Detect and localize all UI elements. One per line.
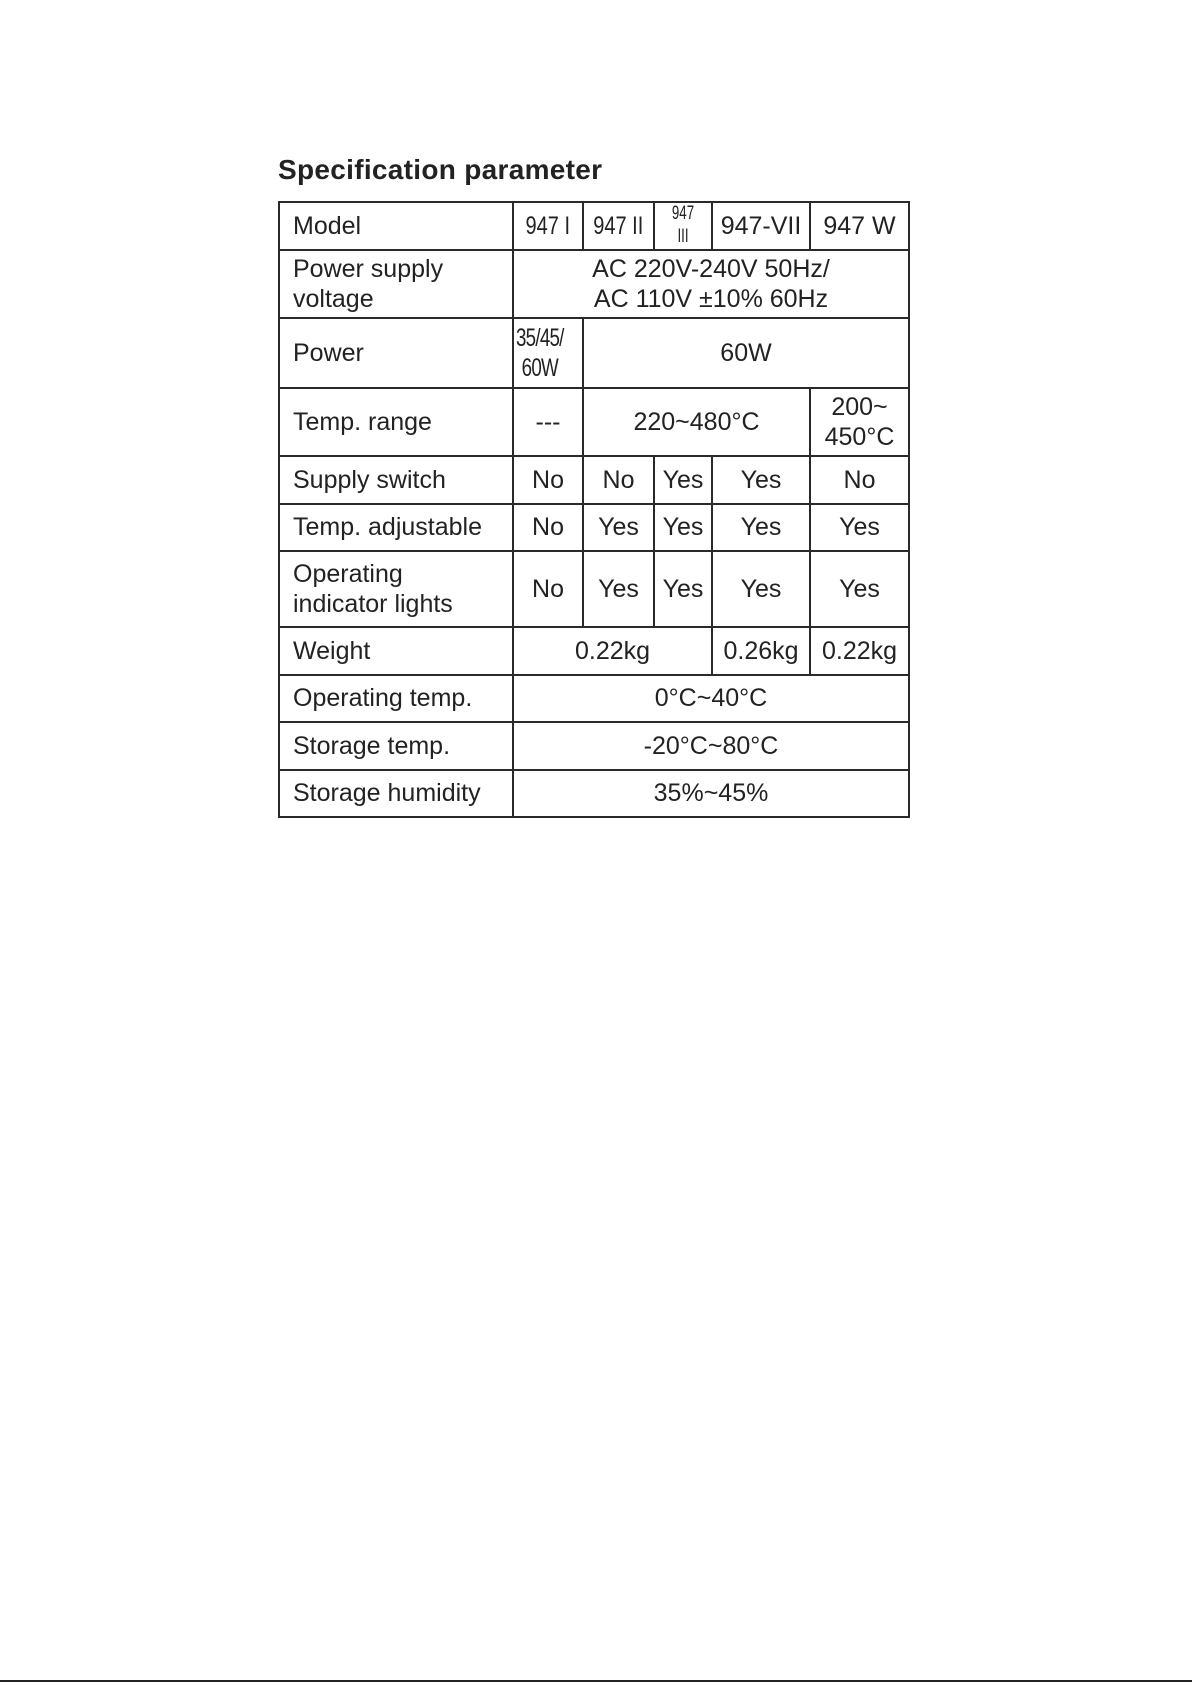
operating-temp-value: 0°C~40°C [513,675,909,722]
supply-switch-947-i: No [513,456,583,504]
table-row-power [279,318,909,388]
row-label-storage-temp: Storage temp. [279,722,513,770]
power-947-i: 35/45/ 60W [513,318,583,388]
temp-adjustable-947-iii: Yes [654,504,712,551]
table-row-model [279,202,909,250]
supply-switch-947-w: No [810,456,909,504]
storage-temp-value: -20°C~80°C [513,722,909,770]
row-label-indicator-lights: Operating indicator lights [279,551,513,627]
power-supply-value: AC 220V-240V 50Hz/ AC 110V ±10% 60Hz [513,250,909,318]
row-label-temp-adjustable: Temp. adjustable [279,504,513,551]
row-label-temp-range: Temp. range [279,388,513,456]
model-947-i: 947 I [513,202,583,250]
row-label-operating-temp: Operating temp. [279,675,513,722]
model-947-ii: 947 II [583,202,654,250]
table-row-temp-range [279,388,909,456]
temp-range-mid: 220~480°C [583,388,810,456]
temp-adjustable-947-vii: Yes [712,504,810,551]
indicator-lights-947-i: No [513,551,583,627]
table-row-temp-adjustable [279,504,909,551]
row-label-power: Power [279,318,513,388]
weight-947-i-to-iii: 0.22kg [513,627,712,675]
temp-adjustable-947-w: Yes [810,504,909,551]
table-row-indicator-lights [279,551,909,627]
supply-switch-947-vii: Yes [712,456,810,504]
indicator-lights-947-iii: Yes [654,551,712,627]
indicator-lights-947-w: Yes [810,551,909,627]
weight-947-vii: 0.26kg [712,627,810,675]
indicator-lights-947-vii: Yes [712,551,810,627]
weight-947-w: 0.22kg [810,627,909,675]
supply-switch-947-iii: Yes [654,456,712,504]
power-others: 60W [583,318,909,388]
table-row-storage-temp [279,722,909,770]
temp-adjustable-947-ii: Yes [583,504,654,551]
table-row-operating-temp [279,675,909,722]
row-label-model: Model [279,202,513,250]
model-947-w: 947 W [810,202,909,250]
page-title: Specification parameter [278,154,603,185]
supply-switch-947-ii: No [583,456,654,504]
table-row-storage-humidity [279,770,909,817]
storage-humidity-value: 35%~45% [513,770,909,817]
table-row-power-supply [279,250,909,318]
page-bottom-rule [0,1680,1192,1682]
row-label-storage-humidity: Storage humidity [279,770,513,817]
table-row-supply-switch [279,456,909,504]
temp-range-947-w: 200~ 450°C [810,388,909,456]
indicator-lights-947-ii: Yes [583,551,654,627]
model-947-vii: 947-VII [712,202,810,250]
temp-range-947-i: --- [513,388,583,456]
row-label-power-supply: Power supply voltage [279,250,513,318]
row-label-supply-switch: Supply switch [279,456,513,504]
temp-adjustable-947-i: No [513,504,583,551]
specification-table [278,201,910,818]
row-label-weight: Weight [279,627,513,675]
model-947-iii: 947 III [654,202,712,250]
table-row-weight [279,627,909,675]
